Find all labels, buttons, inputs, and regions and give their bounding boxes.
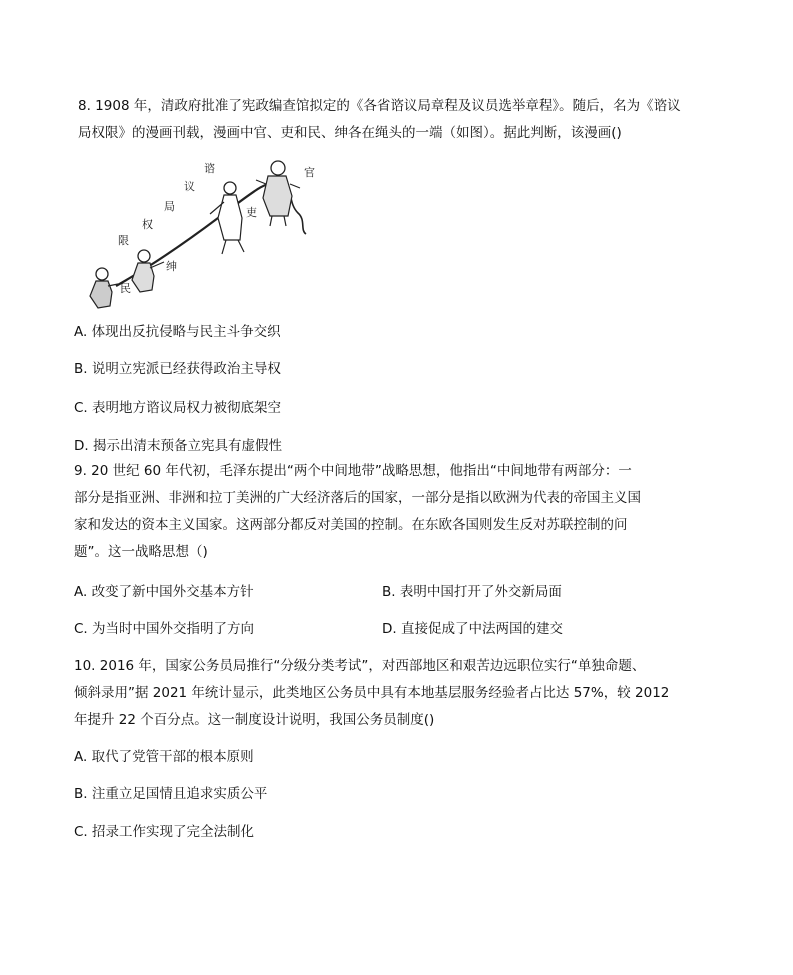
title-char-2: 议 xyxy=(184,180,195,193)
label-shen: 绅 xyxy=(166,260,177,273)
q9-option-b[interactable]: B. 表明中国打开了外交新局面 xyxy=(382,584,562,600)
q8-cartoon-image xyxy=(78,158,338,312)
q8-stem-line-2: 局权限》的漫画刊载，漫画中官、吏和民、绅各在绳头的一端（如图）。据此判断，该漫画() xyxy=(78,125,622,141)
title-char-4: 权 xyxy=(142,218,153,231)
q9-option-c[interactable]: C. 为当时中国外交指明了方向 xyxy=(74,621,255,637)
q9-option-d[interactable]: D. 直接促成了中法两国的建交 xyxy=(382,621,563,637)
commoner-figure xyxy=(90,268,118,308)
q8-option-a[interactable]: A. 体现出反抗侵略与民主斗争交织 xyxy=(74,324,281,340)
label-guan: 官 xyxy=(304,166,315,179)
q9-stem-line-3: 家和发达的资本主义国家。这两部分都反对美国的控制。在东欧各国则发生反对苏联控制的问 xyxy=(74,517,628,533)
title-char-5: 限 xyxy=(118,234,129,247)
clerk-figure xyxy=(210,182,244,254)
q9-option-a[interactable]: A. 改变了新中国外交基本方针 xyxy=(74,584,254,600)
q8-option-b[interactable]: B. 说明立宪派已经获得政治主导权 xyxy=(74,361,281,377)
q8-option-d[interactable]: D. 揭示出清末预备立宪具有虚假性 xyxy=(74,438,282,454)
q9-stem-line-1: 9. 20 世纪 60 年代初，毛泽东提出“两个中间地带”战略思想，他指出“中间地带有两部分：一 xyxy=(74,463,632,479)
title-char-3: 局 xyxy=(164,200,175,213)
q10-option-c[interactable]: C. 招录工作实现了完全法制化 xyxy=(74,824,255,840)
gentry-figure xyxy=(132,250,164,292)
q8-option-c[interactable]: C. 表明地方谘议局权力被彻底架空 xyxy=(74,400,282,416)
official-figure xyxy=(256,161,300,226)
q8-stem-line-1: 8. 1908 年，清政府批准了宪政编查馆拟定的《各省谘议局章程及议员选举章程》。随后，名为《谘议 xyxy=(78,98,681,114)
title-char-1: 谘 xyxy=(204,162,215,175)
q9-stem-line-4: 题”。这一战略思想（) xyxy=(74,544,208,560)
q10-option-b[interactable]: B. 注重立足国情且追求实质公平 xyxy=(74,786,268,802)
q10-stem-line-1: 10. 2016 年，国家公务员局推行“分级分类考试”，对西部地区和艰苦边远职位实行“单独命题、 xyxy=(74,658,646,674)
q10-stem-line-3: 年提升 22 个百分点。这一制度设计说明，我国公务员制度() xyxy=(74,712,435,728)
label-li: 吏 xyxy=(246,206,257,219)
q9-stem-line-2: 部分是指亚洲、非洲和拉丁美洲的广大经济落后的国家，一部分是指以欧洲为代表的帝国主义国 xyxy=(74,490,641,506)
q10-stem-line-2: 倾斜录用”据 2021 年统计显示，此类地区公务员中具有本地基层服务经验者占比达 57%，较 2012 xyxy=(74,685,670,701)
q10-option-a[interactable]: A. 取代了党管干部的根本原则 xyxy=(74,749,254,765)
label-min: 民 xyxy=(120,282,131,295)
